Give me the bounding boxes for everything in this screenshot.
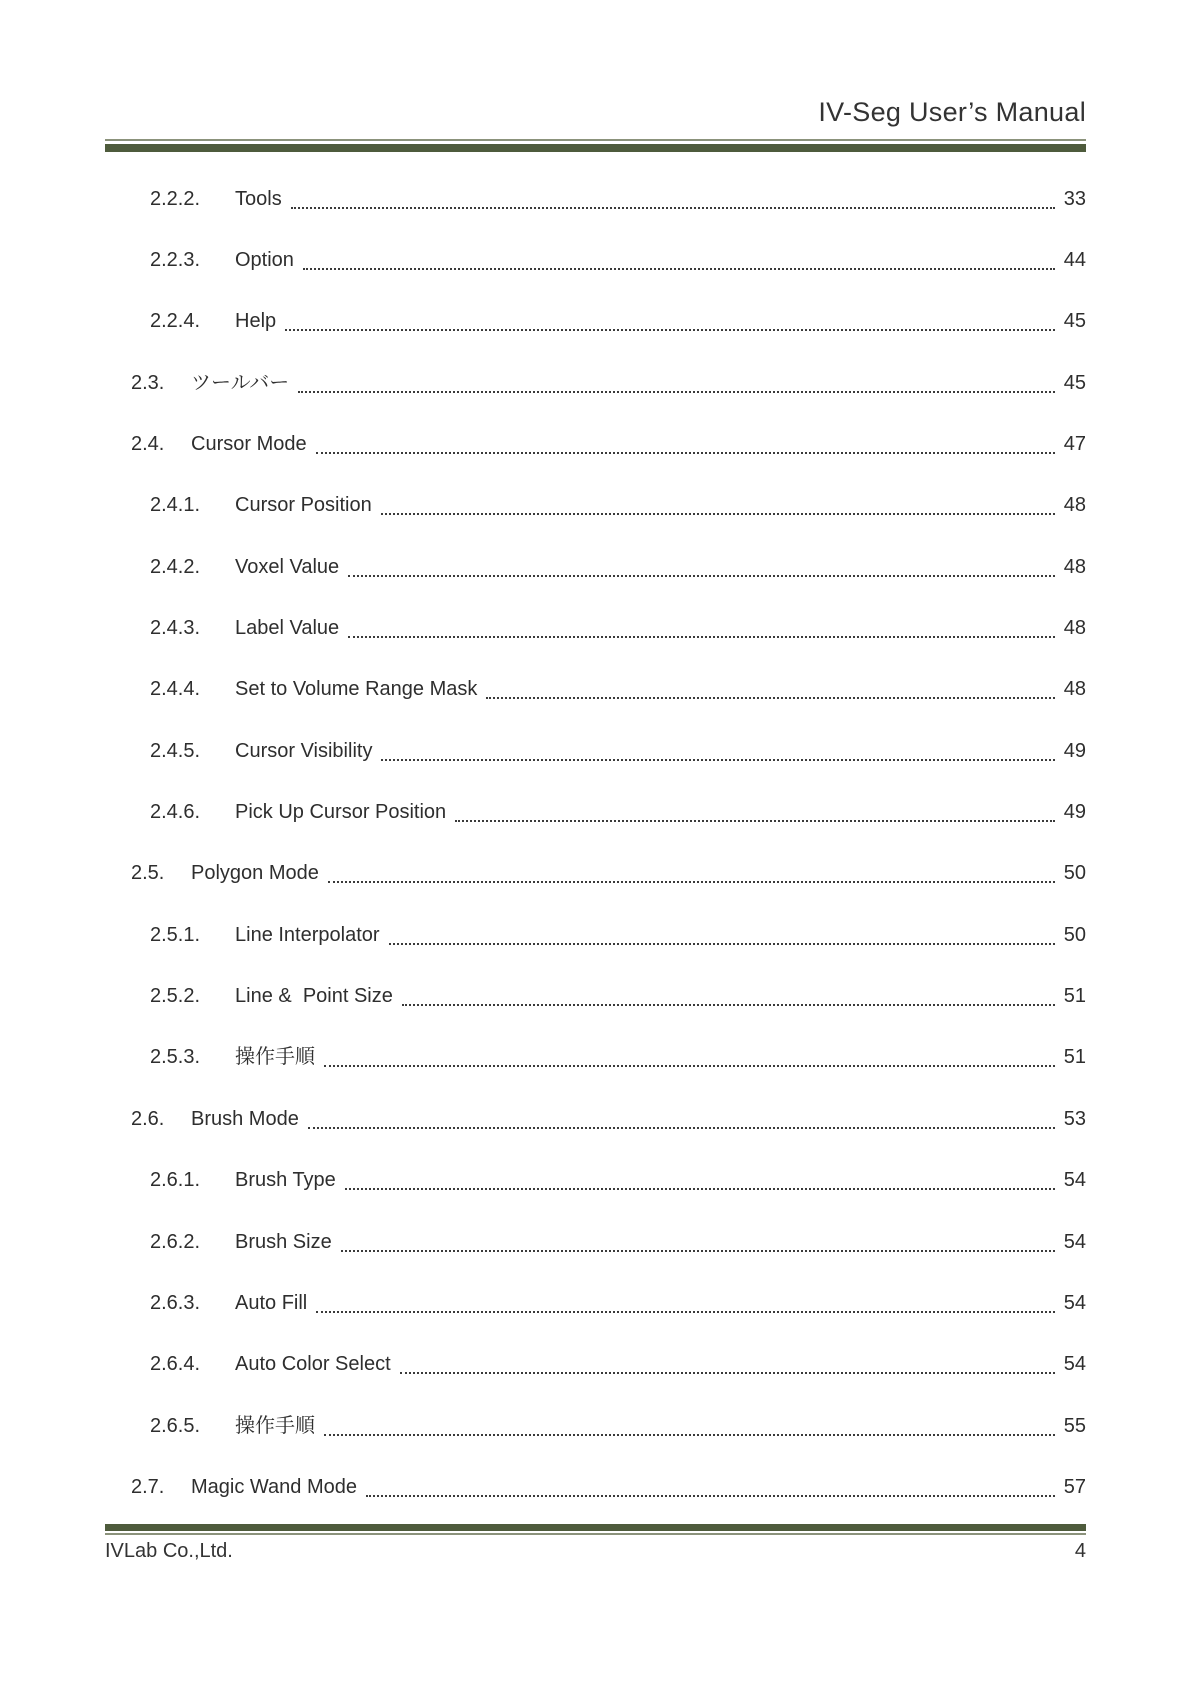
footer-rule-thin [105, 1533, 1086, 1535]
toc-entry-page-number: 49 [1063, 739, 1086, 762]
toc-entry-number: 2.2.3. [150, 249, 201, 272]
toc-row [105, 843, 1086, 904]
toc-entry-title: Brush Mode [191, 1107, 299, 1130]
toc-row [105, 291, 1086, 352]
toc-dot-leader [308, 1109, 1055, 1129]
toc-entry-number: 2.2.4. [150, 310, 201, 333]
toc-entry-title: Option [235, 249, 294, 272]
toc-entry-page-number: 45 [1063, 310, 1086, 333]
toc [105, 168, 1086, 1518]
toc-entry-number: 2.4.1. [150, 494, 201, 517]
toc-entry-number: 2.4.3. [150, 617, 201, 640]
toc-entry-page-number: 45 [1063, 371, 1086, 394]
toc-row [105, 475, 1086, 536]
footer-page-number: 4 [1074, 1540, 1086, 1562]
toc-entry-page-number: 49 [1063, 801, 1086, 824]
toc-entry-page-number: 53 [1063, 1107, 1086, 1130]
toc-entry-title: Line & Point Size [235, 985, 393, 1008]
toc-entry-title: Brush Type [235, 1169, 336, 1192]
toc-entry-number: 2.6.3. [150, 1291, 201, 1314]
footer-company: IVLab Co.,Ltd. [105, 1540, 233, 1562]
toc-entry-number: 2.5. [131, 862, 165, 885]
toc-entry-page-number: 54 [1063, 1291, 1086, 1314]
toc-entry-page-number: 51 [1063, 985, 1086, 1008]
toc-entry-page-number: 48 [1063, 555, 1086, 578]
toc-dot-leader [341, 1232, 1055, 1252]
toc-entry-page-number: 47 [1063, 433, 1086, 456]
toc-dot-leader [381, 495, 1055, 515]
toc-entry-number: 2.4.5. [150, 739, 201, 762]
toc-entry-title: Label Value [235, 617, 340, 640]
toc-dot-leader [389, 925, 1055, 945]
toc-entry-number: 2.4. [131, 433, 165, 456]
toc-entry-number: 2.6. [131, 1107, 165, 1130]
toc-dot-leader [366, 1477, 1055, 1497]
toc-entry-title: Auto Fill [235, 1291, 308, 1314]
toc-entry-title: Pick Up Cursor Position [235, 801, 447, 824]
toc-row [105, 659, 1086, 720]
toc-entry-title: Voxel Value [235, 555, 340, 578]
toc-entry-title: Brush Size [235, 1230, 332, 1253]
toc-row [105, 965, 1086, 1026]
toc-entry-page-number: 50 [1063, 862, 1086, 885]
toc-entry-page-number: 44 [1063, 249, 1086, 272]
toc-entry-title: Magic Wand Mode [191, 1475, 357, 1498]
toc-row [105, 1395, 1086, 1456]
toc-dot-leader [328, 863, 1055, 883]
toc-entry-title: Auto Color Select [235, 1353, 391, 1376]
toc-entry-page-number: 54 [1063, 1230, 1086, 1253]
header-rule-thin [105, 139, 1086, 141]
toc-dot-leader [324, 1047, 1055, 1067]
footer-rule-thick [105, 1524, 1086, 1531]
toc-entry-number: 2.2.2. [150, 187, 201, 210]
toc-dot-leader [402, 986, 1055, 1006]
toc-entry-number: 2.5.1. [150, 923, 201, 946]
toc-entry-number: 2.4.6. [150, 801, 201, 824]
toc-entry-number: 2.5.3. [150, 1046, 201, 1069]
toc-entry-number: 2.3. [131, 371, 165, 394]
toc-row [105, 1211, 1086, 1272]
toc-entry-page-number: 33 [1063, 187, 1086, 210]
toc-row [105, 229, 1086, 290]
toc-dot-leader [345, 1170, 1055, 1190]
toc-entry-title: Tools [235, 187, 282, 210]
toc-dot-leader [400, 1354, 1055, 1374]
toc-entry-title: 操作手順 [235, 1046, 315, 1069]
toc-entry-page-number: 48 [1063, 678, 1086, 701]
toc-dot-leader [316, 434, 1055, 454]
toc-entry-number: 2.6.1. [150, 1169, 201, 1192]
toc-dot-leader [324, 1416, 1055, 1436]
toc-dot-leader [348, 557, 1055, 577]
toc-dot-leader [291, 189, 1055, 209]
toc-row [105, 1027, 1086, 1088]
toc-row [105, 1088, 1086, 1149]
toc-row [105, 904, 1086, 965]
toc-dot-leader [303, 250, 1055, 270]
toc-row [105, 781, 1086, 842]
toc-entry-page-number: 48 [1063, 494, 1086, 517]
toc-entry-page-number: 50 [1063, 923, 1086, 946]
toc-row [105, 1456, 1086, 1517]
toc-dot-leader [348, 618, 1055, 638]
toc-entry-title: ツールバー [191, 371, 290, 394]
toc-entry-title: Polygon Mode [191, 862, 319, 885]
toc-entry-title: Cursor Visibility [235, 739, 373, 762]
toc-entry-page-number: 54 [1063, 1353, 1086, 1376]
toc-entry-number: 2.6.4. [150, 1353, 201, 1376]
toc-row [105, 168, 1086, 229]
toc-entry-title: Set to Volume Range Mask [235, 678, 478, 701]
toc-entry-page-number: 51 [1063, 1046, 1086, 1069]
toc-dot-leader [285, 311, 1055, 331]
toc-row [105, 1272, 1086, 1333]
toc-entry-number: 2.6.5. [150, 1414, 201, 1437]
toc-entry-page-number: 48 [1063, 617, 1086, 640]
toc-dot-leader [486, 679, 1055, 699]
toc-row [105, 1334, 1086, 1395]
toc-entry-number: 2.7. [131, 1475, 165, 1498]
toc-dot-leader [298, 373, 1055, 393]
toc-entry-number: 2.6.2. [150, 1230, 201, 1253]
toc-entry-number: 2.5.2. [150, 985, 201, 1008]
toc-dot-leader [381, 741, 1055, 761]
toc-row [105, 1150, 1086, 1211]
toc-row [105, 720, 1086, 781]
toc-row [105, 597, 1086, 658]
toc-dot-leader [455, 802, 1055, 822]
toc-row [105, 413, 1086, 474]
toc-row [105, 536, 1086, 597]
header-rule-thick [105, 144, 1086, 152]
toc-row [105, 352, 1086, 413]
document-header-title: IV-Seg User’s Manual [818, 97, 1086, 127]
toc-entry-page-number: 57 [1063, 1475, 1086, 1498]
toc-entry-title: 操作手順 [235, 1414, 315, 1437]
toc-entry-page-number: 54 [1063, 1169, 1086, 1192]
toc-entry-title: Help [235, 310, 277, 333]
toc-entry-title: Cursor Position [235, 494, 372, 517]
toc-entry-title: Cursor Mode [191, 433, 307, 456]
toc-entry-number: 2.4.4. [150, 678, 201, 701]
toc-entry-title: Line Interpolator [235, 923, 380, 946]
toc-dot-leader [316, 1293, 1055, 1313]
toc-entry-page-number: 55 [1063, 1414, 1086, 1437]
toc-entry-number: 2.4.2. [150, 555, 201, 578]
